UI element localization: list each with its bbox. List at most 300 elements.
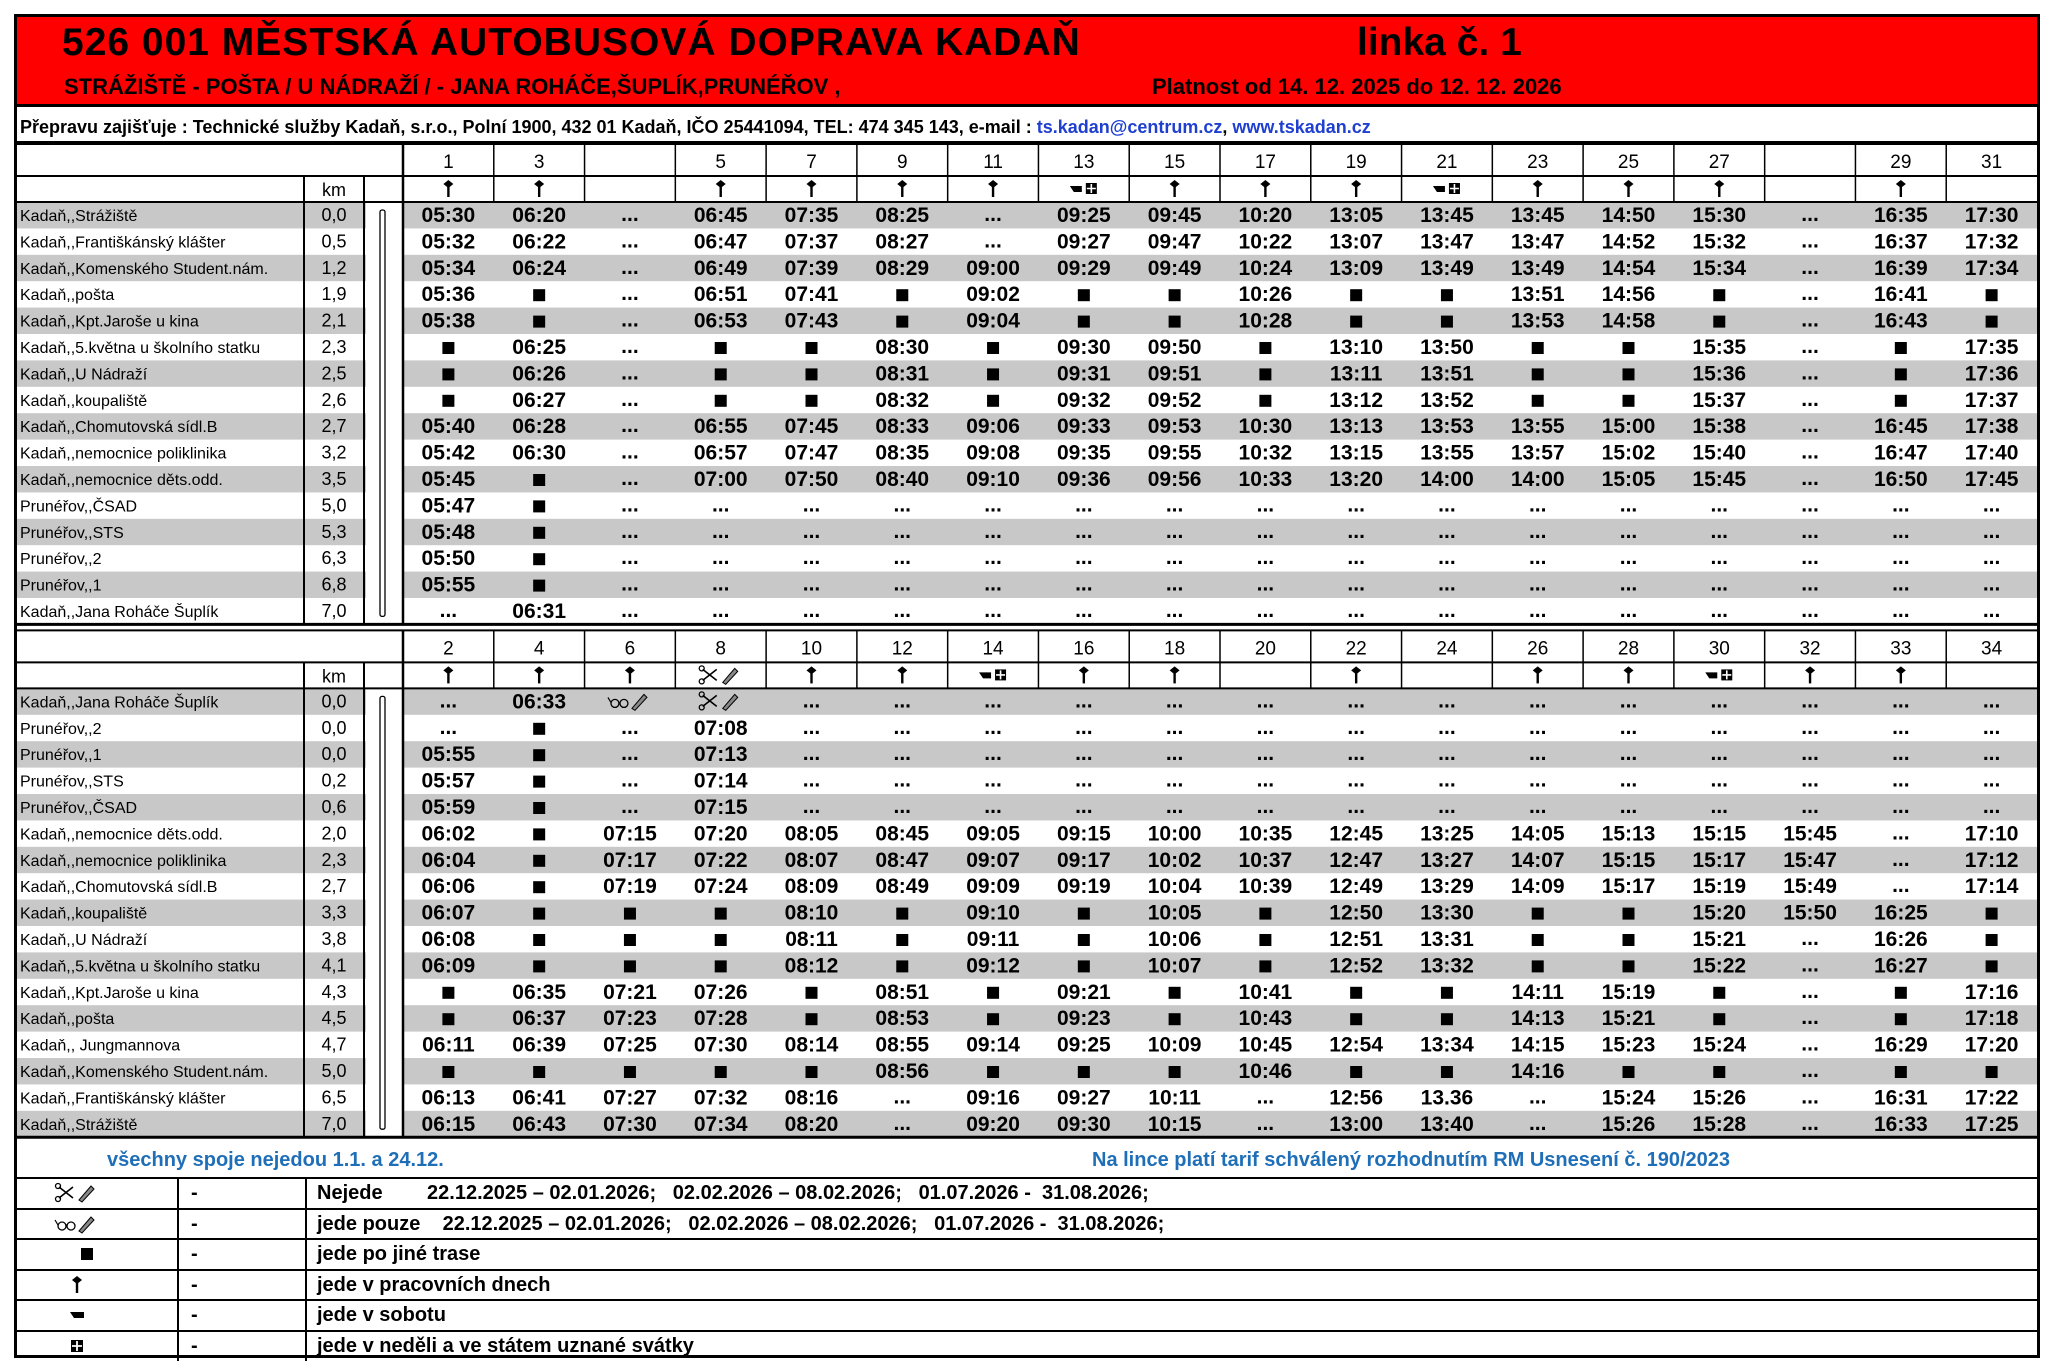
trip-number: 18 [1164, 638, 1186, 660]
departure-time: 10:11 [1148, 1086, 1201, 1110]
departure-time: 09:17 [1056, 848, 1111, 872]
departure-time: ... [1165, 795, 1184, 818]
other-route-square-icon [533, 934, 545, 946]
departure-time: ... [1438, 546, 1456, 570]
stop-km: 3,2 [321, 442, 347, 463]
stop-name: Prunéřov,,1 [20, 747, 102, 765]
row-stripe [17, 572, 2037, 598]
departure-time: ... [1892, 572, 1910, 596]
departure-time: ... [1075, 546, 1093, 570]
departure-time: ... [1710, 599, 1729, 622]
row-stripe [17, 794, 2037, 820]
other-route-square-icon [533, 580, 545, 592]
departure-time: ... [1165, 768, 1184, 792]
departure-time: 09:36 [1056, 468, 1111, 491]
departure-time: ... [1710, 493, 1729, 517]
outbound-block [17, 144, 2037, 624]
other-route-square-icon [1259, 934, 1271, 946]
trip-number: 20 [1254, 638, 1276, 660]
trip-number: 3 [533, 152, 545, 173]
stop-km: 2,5 [321, 363, 347, 384]
stop-km: 6,5 [321, 1087, 347, 1108]
other-route-square-icon [1350, 1013, 1362, 1025]
other-route-square-icon [1895, 1066, 1907, 1078]
departure-time: ... [1982, 493, 2001, 517]
other-route-square-icon [896, 289, 908, 301]
departure-time: 06:53 [693, 309, 748, 333]
trip-number: 34 [1981, 638, 2003, 660]
departure-time: 15:19 [1601, 980, 1656, 1004]
departure-time: ... [1982, 715, 2001, 739]
stop-name: Kadaň,,Komenského Student.nám. [20, 260, 269, 278]
departure-time: 10:24 [1238, 256, 1293, 280]
departure-time: 16:37 [1873, 230, 1928, 254]
departure-time: 13:55 [1420, 441, 1474, 465]
departure-time: ... [1801, 572, 1819, 596]
other-route-square-icon [1078, 316, 1090, 328]
trip-mark-icon [1805, 666, 1815, 683]
departure-time: ... [621, 768, 639, 792]
other-route-square-icon [533, 527, 545, 539]
other-route-square-icon [533, 500, 545, 512]
departure-time: 13:05 [1329, 204, 1384, 227]
stop-name: Kadaň,,nemocnice děts.odd. [20, 826, 223, 844]
departure-time: 06:22 [512, 230, 567, 254]
departure-time: 10:33 [1238, 468, 1293, 491]
departure-time: 17:30 [1964, 204, 2019, 227]
other-route-square-icon [1169, 289, 1181, 301]
departure-time: 13:49 [1510, 256, 1565, 280]
departure-time: 15:26 [1692, 1086, 1747, 1110]
carrier-web-link[interactable]: www.tskadan.cz [1232, 117, 1371, 137]
departure-time: 17:18 [1964, 1007, 2019, 1031]
departure-time: 06:30 [512, 441, 567, 465]
departure-time: ... [1347, 493, 1365, 517]
departure-time: 13:53 [1510, 309, 1565, 333]
departure-time: 06:07 [421, 901, 476, 925]
departure-time: 07:17 [603, 848, 657, 872]
departure-time: 13:57 [1510, 441, 1565, 465]
departure-time: ... [1528, 1085, 1547, 1109]
departure-time: ... [1892, 742, 1910, 766]
departure-time: ... [1256, 768, 1275, 792]
stop-km: 1,2 [321, 257, 347, 278]
row-stripe [17, 688, 2037, 714]
departure-time: ... [1982, 599, 2001, 622]
departure-time: ... [711, 599, 730, 622]
departure-time: 10:00 [1147, 822, 1202, 846]
legend-text: jede pouze 22.12.2025 – 02.01.2026; 02.02.2026 – 08.02.2026; 01.07.2026 - 31.08.2026; [317, 1212, 1165, 1235]
departure-time: ... [893, 795, 912, 818]
departure-time: 13:47 [1420, 230, 1474, 254]
stop-name: Kadaň,,nemocnice poliklinika [20, 852, 227, 870]
departure-time: 08:11 [785, 928, 838, 951]
departure-time: ... [1165, 689, 1184, 713]
departure-time: ... [1982, 689, 2001, 713]
trip-number: 33 [1890, 638, 1912, 660]
trip-number: 11 [983, 152, 1003, 173]
other-route-square-icon [1350, 987, 1362, 999]
other-route-square-icon [987, 395, 999, 407]
departure-time: 15:24 [1692, 1033, 1747, 1057]
departure-time: ... [802, 519, 821, 543]
departure-time: ... [1347, 519, 1365, 543]
departure-time: ... [1801, 255, 1819, 279]
departure-time: ... [1347, 689, 1365, 713]
trip-number: 26 [1527, 638, 1549, 660]
departure-time: ... [711, 519, 730, 543]
trip-mark-icon [1533, 180, 1543, 197]
other-route-square-icon [1623, 395, 1635, 407]
departure-time: ... [621, 255, 639, 279]
departure-time: 10:45 [1238, 1033, 1293, 1057]
departure-time: ... [1801, 768, 1819, 792]
departure-time: 10:28 [1238, 309, 1293, 333]
departure-time: 09:16 [966, 1086, 1020, 1110]
trip-mark-icon [807, 180, 817, 197]
stop-km: 3,3 [321, 902, 347, 923]
departure-time: 15:17 [1601, 875, 1656, 899]
other-route-square-icon [1895, 368, 1907, 380]
departure-time: ... [1801, 414, 1819, 438]
trip-number: 4 [533, 638, 545, 660]
stop-name: Kadaň,,Kpt.Jaroše u kina [20, 313, 199, 331]
departure-time: 09:30 [1056, 1112, 1111, 1136]
departure-time: 09:51 [1147, 362, 1202, 386]
departure-time: 15:47 [1783, 848, 1837, 872]
departure-time: 09:32 [1056, 388, 1111, 412]
departure-time: ... [1528, 715, 1547, 739]
departure-time: 13:11 [1329, 362, 1383, 386]
departure-time: 15:00 [1601, 415, 1656, 439]
departure-time: 09:02 [966, 283, 1020, 307]
departure-time: 05:32 [421, 230, 476, 254]
departure-time: 06:20 [512, 204, 567, 227]
departure-time: ... [1528, 768, 1547, 792]
departure-time: 07:43 [784, 309, 839, 333]
departure-time: 06:37 [512, 1007, 567, 1031]
departure-time: ... [1710, 572, 1729, 596]
departure-time: 08:27 [875, 230, 930, 254]
hand-icon [17, 1301, 177, 1330]
departure-time: ... [984, 742, 1002, 766]
departure-time: ... [1892, 795, 1910, 818]
departure-time: ... [1801, 335, 1819, 358]
departure-time: 13:10 [1329, 336, 1384, 359]
departure-time: ... [711, 572, 730, 596]
departure-time: 15:02 [1601, 441, 1656, 465]
departure-time: 08:35 [875, 441, 930, 465]
departure-time: 15:50 [1783, 901, 1837, 925]
departure-time: 07:24 [693, 875, 748, 899]
trip-mark-icon [1714, 180, 1724, 197]
other-route-square-icon [533, 828, 545, 840]
departure-time: ... [1528, 546, 1547, 570]
other-route-square-icon [533, 553, 545, 565]
other-route-square-icon [533, 289, 545, 301]
departure-time: 09:00 [966, 256, 1020, 280]
departure-time: ... [1075, 768, 1093, 792]
trip-number: 8 [715, 638, 727, 660]
departure-time: 17:38 [1964, 415, 2019, 439]
departure-time: 16:45 [1873, 415, 1928, 439]
departure-time: ... [621, 203, 639, 226]
departure-time: 07:15 [693, 796, 748, 819]
departure-time: ... [984, 493, 1002, 517]
departure-time: ... [711, 546, 730, 570]
departure-time: 09:04 [966, 309, 1020, 333]
trip-number: 2 [443, 638, 454, 660]
departure-time: 10:37 [1238, 848, 1293, 872]
departure-time: 09:47 [1147, 230, 1202, 254]
departure-time: 13:29 [1420, 875, 1474, 899]
other-route-square-icon [1623, 368, 1635, 380]
departure-time: 08:32 [875, 388, 930, 412]
departure-time: 16:31 [1873, 1086, 1928, 1110]
row-stripe [17, 1005, 2037, 1031]
legend-dash: - [177, 1271, 307, 1300]
departure-time: ... [1075, 493, 1093, 517]
departure-time: ... [1438, 519, 1456, 543]
departure-time: 14:11 [1511, 980, 1565, 1004]
departure-time: 13:13 [1329, 415, 1384, 439]
departure-time: 15:13 [1601, 822, 1656, 846]
departure-time: ... [802, 795, 821, 818]
departure-time: 08:10 [784, 901, 839, 925]
stop-km: 2,0 [321, 823, 347, 844]
departure-time: 10:20 [1238, 204, 1293, 227]
departure-time: ... [1347, 599, 1365, 622]
departure-time: ... [1528, 599, 1547, 622]
departure-time: ... [1801, 546, 1819, 570]
departure-time: 05:47 [421, 494, 476, 518]
departure-time: 10:39 [1238, 875, 1293, 899]
stop-km: 3,8 [321, 929, 347, 949]
trip-number: 6 [624, 638, 636, 660]
departure-time: 14:05 [1510, 822, 1565, 846]
other-route-square-icon [1713, 1013, 1725, 1025]
departure-time: 08:49 [875, 875, 930, 899]
other-route-square-icon [1259, 342, 1271, 354]
stop-name: Kadaň,,5.května u školního statku [20, 958, 261, 976]
trip-mark-icon [534, 666, 544, 683]
departure-time: 07:35 [784, 204, 839, 227]
departure-time: 09:45 [1147, 204, 1202, 227]
stop-km: 0,0 [321, 744, 347, 765]
departure-time: 07:15 [603, 822, 657, 846]
departure-time: 13:52 [1420, 388, 1474, 412]
scissors-pencil-icon [17, 1179, 177, 1208]
departure-time: 06:55 [693, 415, 748, 439]
legend-row [17, 1177, 2037, 1208]
hammer-glyph [72, 1276, 82, 1293]
departure-time: 06:08 [421, 928, 476, 951]
departure-time: 13:30 [1420, 901, 1474, 925]
departure-time: 14:58 [1601, 309, 1656, 333]
trip-mark-icon [443, 180, 453, 197]
route-description: STRÁŽIŠTĚ - POŠTA / U NÁDRAŽÍ / - JANA ROHÁČE,ŠUPLÍK,PRUNÉŘOV , [64, 74, 841, 99]
departure-time: ... [1347, 715, 1365, 739]
stop-km: 7,0 [321, 601, 347, 621]
departure-time: 15:35 [1692, 336, 1747, 359]
departure-time: 06:45 [693, 204, 748, 227]
departure-time: ... [1347, 795, 1365, 818]
departure-time: 08:05 [784, 822, 839, 846]
other-route-square-icon [1078, 1066, 1090, 1078]
carrier-text: Přepravu zajišťuje : Technické služby Kadaň, s.r.o., Polní 1900, 432 01 Kadaň, IČO 25441094, TEL: 474 345 143, e-mail : [20, 117, 1037, 137]
departure-time: 06:31 [512, 600, 567, 623]
departure-time: ... [984, 572, 1002, 596]
departure-time: 13:50 [1420, 336, 1474, 359]
departure-time: ... [1892, 599, 1910, 622]
trip-number: 21 [1436, 152, 1458, 173]
departure-time: 08:47 [875, 848, 930, 872]
departure-time: 14:54 [1601, 256, 1656, 280]
departure-time: ... [1982, 795, 2001, 818]
departure-time: ... [1528, 493, 1547, 517]
departure-time: 09:53 [1147, 415, 1202, 439]
departure-time: 16:29 [1873, 1033, 1928, 1057]
departure-time: 09:19 [1056, 875, 1111, 899]
departure-time: ... [1710, 795, 1729, 818]
other-route-square-icon [533, 474, 545, 486]
trip-mark-icon [1533, 666, 1543, 683]
departure-time: ... [893, 689, 912, 713]
departure-time: 05:50 [421, 547, 476, 571]
departure-time: 10:26 [1238, 283, 1293, 307]
departure-time: 17:45 [1964, 468, 2019, 491]
other-route-square-icon [442, 368, 454, 380]
departure-time: 16:41 [1873, 283, 1928, 307]
departure-time: ... [1982, 768, 2001, 792]
departure-time: 07:00 [693, 468, 748, 491]
departure-time: ... [802, 599, 821, 622]
other-route-square-icon [1895, 395, 1907, 407]
line-number: linka č. 1 [1357, 21, 1522, 64]
departure-time: 10:04 [1147, 875, 1202, 899]
departure-time: ... [621, 599, 639, 622]
other-route-square-icon [1078, 934, 1090, 946]
stop-name: Kadaň,,Jana Roháče Šuplík [20, 694, 219, 712]
departure-time: ... [1892, 768, 1910, 792]
departure-time: 14:00 [1420, 468, 1474, 491]
departure-time: 13:15 [1329, 441, 1384, 465]
trip-number: 19 [1345, 152, 1367, 173]
note-holidays: všechny spoje nejedou 1.1. a 24.12. [107, 1149, 444, 1171]
trip-mark-icon [1433, 183, 1460, 194]
departure-time: ... [1075, 742, 1093, 766]
stop-km: 0,0 [321, 691, 347, 712]
hand-glyph [70, 1312, 84, 1318]
departure-time: 07:22 [693, 848, 748, 872]
departure-time: ... [1256, 493, 1275, 517]
departure-time: 13:31 [1420, 928, 1474, 951]
departure-time: 09:11 [966, 928, 1020, 951]
departure-time: ... [1619, 715, 1638, 739]
other-route-square-icon [715, 342, 727, 354]
trip-number: 16 [1073, 638, 1095, 660]
departure-time: ... [621, 335, 639, 358]
departure-time: 15:21 [1692, 928, 1747, 951]
departure-time: ... [1710, 742, 1729, 766]
departure-time: 13:55 [1510, 415, 1565, 439]
stop-name: Kadaň,,Chomutovská sídl.B [20, 419, 218, 437]
departure-time: ... [1801, 1085, 1819, 1109]
other-route-square-icon [1986, 1066, 1998, 1078]
other-route-square-icon [624, 1066, 636, 1078]
departure-time: ... [1710, 519, 1729, 543]
departure-time: 13:09 [1329, 256, 1384, 280]
other-route-square-icon [1350, 289, 1362, 301]
departure-time: 12:49 [1329, 875, 1384, 899]
departure-time: 12:51 [1329, 928, 1384, 951]
departure-time: 07:47 [784, 441, 839, 465]
departure-time: ... [1801, 979, 1819, 1003]
carrier-email-link[interactable]: ts.kadan@centrum.cz [1036, 117, 1223, 137]
departure-time: 08:53 [875, 1007, 930, 1031]
departure-time: 06:49 [693, 256, 748, 280]
departure-time: 09:07 [966, 848, 1020, 872]
departure-time: 09:31 [1056, 362, 1111, 386]
departure-time: 08:31 [875, 362, 930, 386]
other-route-square-icon [715, 908, 727, 920]
other-route-square-icon [1713, 987, 1725, 999]
departure-time: 07:14 [693, 769, 748, 793]
row-stripe [17, 741, 2037, 767]
departure-time: ... [1347, 768, 1365, 792]
other-route-square-icon [806, 1066, 818, 1078]
other-route-square-icon [442, 987, 454, 999]
departure-time: ... [802, 689, 821, 713]
stop-name: Kadaň,,5.května u školního statku [20, 340, 261, 357]
departure-time: ... [621, 361, 639, 385]
departure-time: ... [1256, 1085, 1275, 1109]
other-route-square-icon [442, 1066, 454, 1078]
departure-time: 07:26 [693, 980, 748, 1004]
stop-name: Kadaň,,koupaliště [20, 392, 148, 410]
departure-time: 15:15 [1692, 822, 1747, 846]
departure-time: 08:51 [875, 980, 930, 1004]
other-route-square-icon [442, 342, 454, 354]
stop-name: Kadaň,,Františkánský klášter [20, 1090, 226, 1108]
departure-time: ... [1801, 689, 1819, 713]
departure-time: 05:55 [421, 743, 476, 767]
departure-time: 05:34 [421, 256, 476, 280]
other-route-square-icon [806, 987, 818, 999]
departure-time: 06:25 [512, 336, 567, 359]
departure-time: 16:50 [1873, 468, 1928, 491]
trip-mark-icon [1170, 180, 1180, 197]
trip-number: 24 [1436, 638, 1458, 660]
carrier-separator: , [1222, 117, 1233, 137]
trip-mark-icon [988, 180, 998, 197]
stop-name: Prunéřov,,STS [20, 773, 124, 791]
other-route-square-icon [1713, 1066, 1725, 1078]
departure-time: 07:19 [603, 875, 657, 899]
trip-number: 17 [1254, 152, 1276, 173]
stop-km: 2,1 [321, 310, 347, 331]
departure-time: 09:25 [1056, 204, 1111, 227]
departure-time: ... [984, 203, 1002, 226]
other-route-square-icon [1532, 342, 1544, 354]
other-route-square-icon [1713, 289, 1725, 301]
other-route-square-icon [1441, 987, 1453, 999]
other-route-square-icon [896, 316, 908, 328]
departure-time: 17:16 [1964, 980, 2019, 1004]
departure-time: ... [893, 493, 912, 517]
other-route-square-icon [715, 395, 727, 407]
departure-time: 09:12 [966, 954, 1020, 978]
